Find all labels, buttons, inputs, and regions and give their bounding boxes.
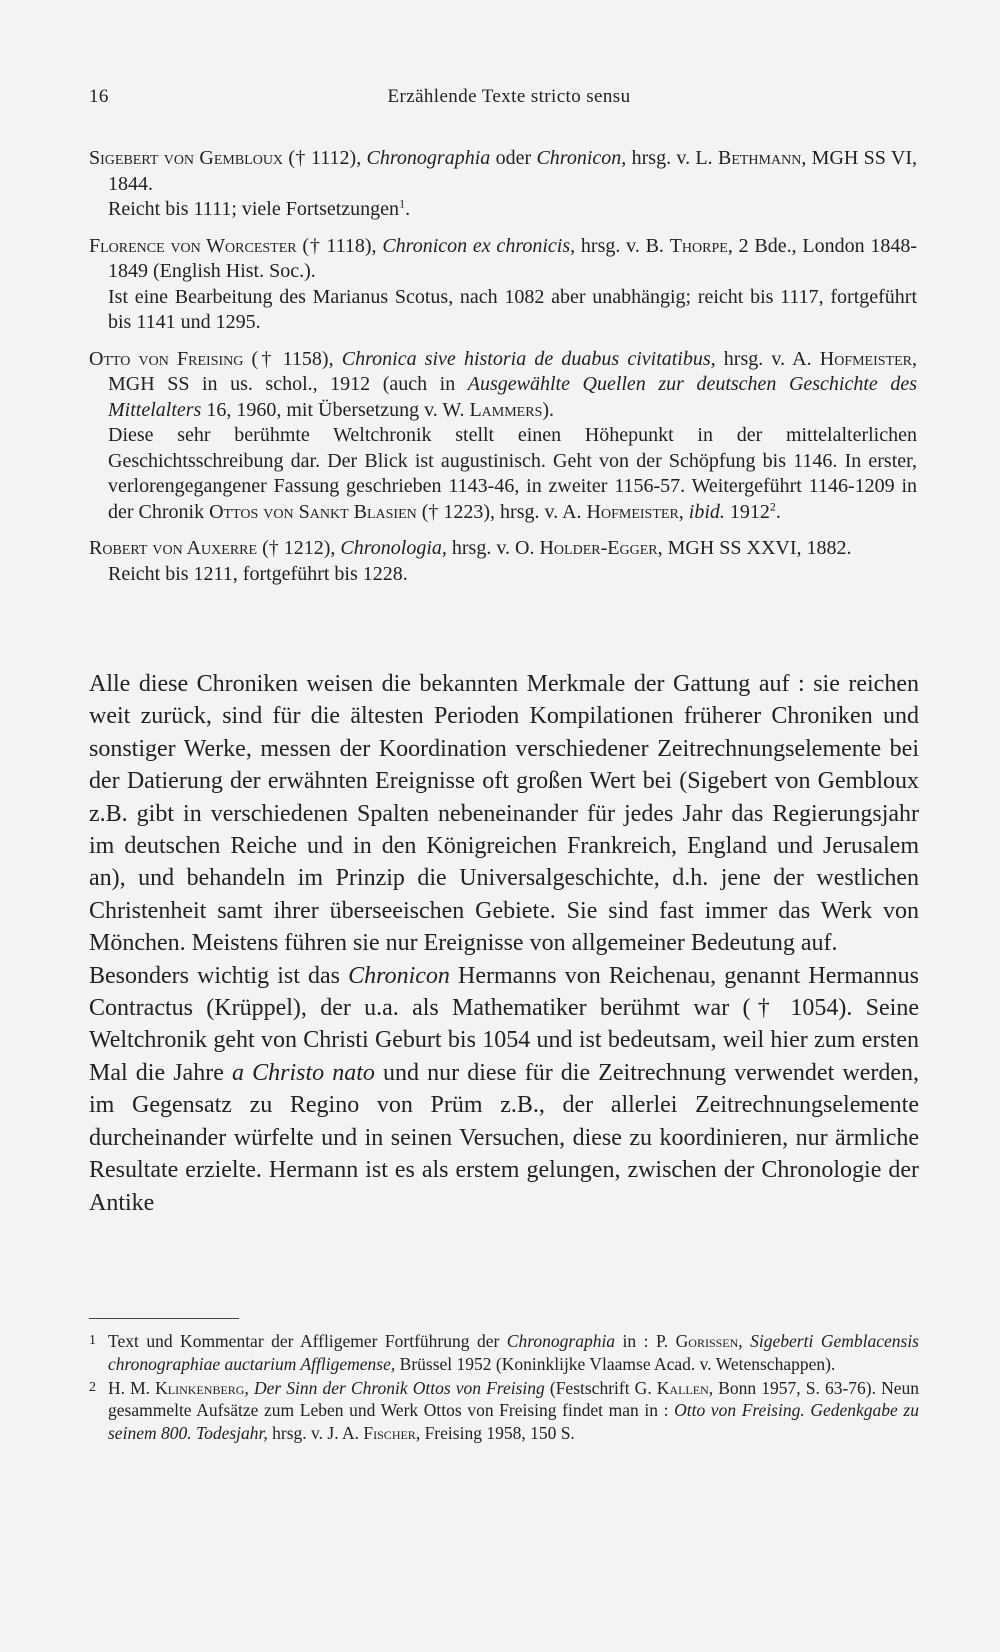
text-run: , 2 Bde., London 1848-1849 (English Hist. Soc.). [108,234,918,282]
text-run: († 1223), hrsg. v. A. [416,500,587,523]
source-description [89,423,917,525]
footnote-number: 1 [89,1333,96,1348]
footnote-ref: 1 [399,196,406,211]
source-heading [89,536,917,562]
source-heading [89,146,917,197]
text-run: Reicht bis 1211, fortgeführt bis 1228. [108,562,408,585]
text-run: 16, 1960, mit Übersetzung v. W. [201,398,470,421]
name-smallcaps: Otto von Freising [89,347,244,370]
title-italic: Chronologia, [340,537,447,559]
text-run: († 1118), [296,234,383,257]
name-smallcaps: Robert von Auxerre [89,537,258,559]
name-smallcaps: Hofmeister [819,347,912,370]
source-description [89,562,917,588]
footnotes [89,1330,919,1446]
text-run: , Freising 1958, 150 S. [415,1423,575,1444]
text-run: , [244,1377,254,1398]
source-entry [89,146,917,223]
text-run: , Bonn 1957, S. 63-76). Neun gesammelte Aufsätze zum Leben und Werk Ottos von Freising findet man in : [108,1377,919,1421]
title-italic: a Christo nato [231,1059,375,1086]
page-header [89,86,919,116]
source-heading [89,347,917,424]
text-run: oder [490,147,537,169]
text-run: , [678,500,689,523]
running-head: Erzählende Texte stricto sensu [387,86,631,107]
footnote [89,1330,919,1376]
text-run: 1912 [724,500,770,523]
body-paragraph [89,960,919,1219]
name-smallcaps: Fischer [363,1423,416,1444]
source-list [89,146,917,587]
text-run: Besonders wichtig ist das [89,962,349,989]
title-italic: Ausgewählte Quellen zur deutschen Geschichte des Mittelalters [108,373,917,421]
text-run: († 1158), [243,347,342,370]
text-run: († 1212), [257,537,341,559]
footnote-number: 2 [89,1379,96,1395]
text-run: hrsg. v. J. A. [267,1423,364,1444]
title-italic: ibid. [688,500,725,523]
body-paragraph [89,668,919,960]
text-run: († 1112), [283,147,367,169]
text-run: Ist eine Bearbeitung des Marianus Scotus, nach 1082 aber unabhängig; reicht bis 1117, fortgeführt bis 1141 und 1295. [108,285,917,333]
page-number: 16 [89,86,109,107]
text-run: , MGH SS in us. schol., 1912 (auch in [108,347,917,395]
name-smallcaps: Kallen [656,1377,709,1398]
text-run: Brüssel 1952 (Koninklijke Vlaamse Acad. v. Wetenschappen). [395,1353,836,1374]
source-entry [89,536,917,587]
title-italic: Otto von Freising. Gedenkgabe zu seinem 800. Todesjahr, [108,1400,919,1444]
text-run: Hermanns von Reichenau, genannt Hermannus Contractus (Krüppel), der u.a. als Mathematiker berühmt war († 1054). Seine Weltchronik geht von Christi Geburt bis 1054 und ist bedeutsam, weil hier zum ersten Mal die Jahre [89,962,920,1086]
text-run: , [738,1331,751,1351]
title-italic: Chronica sive historia de duabus civitatibus, [341,347,716,370]
name-smallcaps: Sigebert von Gembloux [89,147,284,169]
footnote [89,1377,919,1445]
name-smallcaps: Gorissen [675,1331,739,1351]
text-run: . [405,198,411,220]
source-description [89,285,917,336]
text-run: H. M. [108,1377,156,1398]
text-run: Diese sehr berühmte Weltchronik stellt einen Höhepunkt in der mittelalterlichen Geschichtsschreibung dar. Der Blick ist augustinisch. Geht von der Schöpfung bis 1146. In erster, verlorengegangener Fassung geschrieben 1143-46, in zweiter 1156-57. Weitergeführt 1146-1209 in der Chronik [108,424,917,523]
title-italic: Chronicon ex chronicis, [382,234,576,257]
text-run: Text und Kommentar der Affligemer Fortführung der [108,1331,507,1351]
text-run: Reicht bis 1111; viele Fortsetzungen [108,198,400,220]
name-smallcaps: Lammers [469,398,543,421]
title-italic: Der Sinn der Chronik Ottos von Freising [253,1377,545,1398]
name-smallcaps: Klinkenberg [155,1377,245,1398]
text-run: hrsg. v. L. [626,147,718,169]
text-run: . [775,500,781,523]
title-italic: Chronicon [348,962,450,989]
text-run: , MGH SS XXVI, 1882. [657,537,852,559]
title-italic: Sigeberti Gemblacensis chronographiae auctarium Affligemense, [108,1331,919,1374]
main-text [89,668,919,1219]
text-run: hrsg. v. B. [575,234,670,257]
text-run: (Festschrift G. [544,1377,657,1398]
footnote-rule [89,1318,239,1319]
text-run: hrsg. v. O. [446,537,540,559]
name-smallcaps: Holder-Egger [539,537,658,559]
source-entry [89,347,917,526]
source-entry [89,234,917,336]
footnote-ref: 2 [769,498,776,513]
title-italic: Chronicon, [536,147,627,169]
name-smallcaps: Hofmeister [586,500,679,523]
text-run: in : P. [615,1331,676,1351]
title-italic: Chronographia [366,147,491,169]
source-heading [89,234,917,285]
text-run: ). [542,398,555,421]
name-smallcaps: Thorpe [669,234,728,257]
name-smallcaps: Bethmann [717,147,802,169]
text-run: , MGH SS VI, 1844. [108,147,917,195]
name-smallcaps: Florence von Worcester [89,234,297,257]
title-italic: Chronographia [506,1331,616,1351]
source-description [89,197,917,223]
text-run: hrsg. v. A. [715,347,820,370]
name-smallcaps: Ottos von Sankt Blasien [209,500,417,523]
text-run: Alle diese Chroniken weisen die bekannten Merkmale der Gattung auf : sie reichen weit zurück, sind für die ältesten Perioden Kompilationen früherer Chroniken und sonstiger Werke, messen der Koordination verschiedener Zeitrechnungselemente bei der Datierung der erwähnten Ereignisse oft großen Wert bei (Sigebert von Gembloux z.B. gibt in verschiedenen Spalten nebeneinander für jedes Jahr das Regierungsjahr im deutschen Reiche und in den Königreichen Frankreich, England und Jerusalem an), und behandeln im Prinzip die Universalgeschichte, d.h. jene der westlichen Christenheit samt ihrer überseeischen Gebiete. Sie sind fast immer das Werk von Mönchen. Meistens führen sie nur Ereignisse von allgemeiner Bedeutung auf. [89,671,919,957]
text-run: und nur diese für die Zeitrechnung verwendet werden, im Gegensatz zu Regino von Prüm z.B., der allerlei Zeitrechnungselemente durcheinander würfelte und in seinen Versuchen, diese zu koordinieren, nur ärmliche Resultate erzielte. Hermann ist es als erstem gelungen, zwischen der Chronologie der Antike [89,1059,919,1216]
